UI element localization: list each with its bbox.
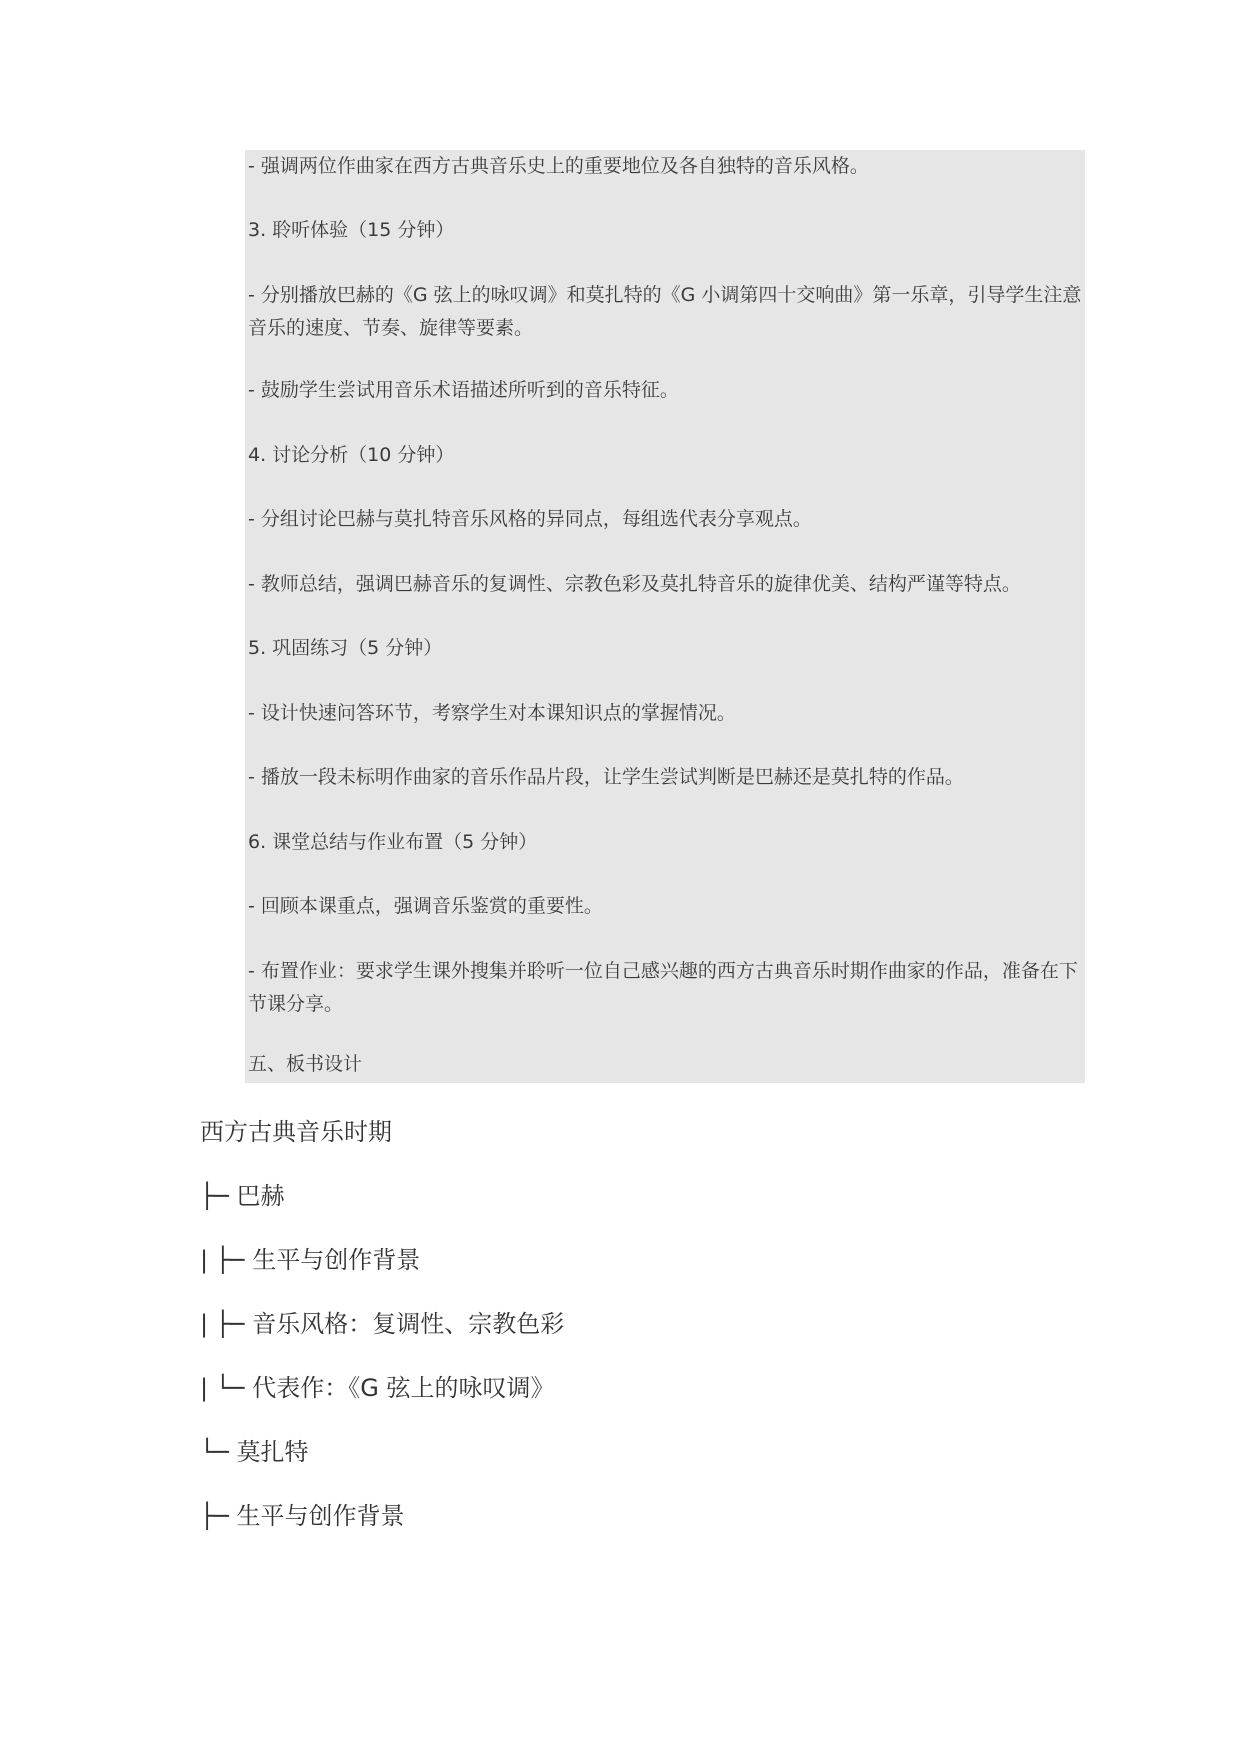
lesson-line: - 布置作业：要求学生课外搜集并聆听一位自己感兴趣的西方古典音乐时期作曲家的作品，准备在下节课分享。 [248,960,1078,1015]
board-tree-node: ├─ 巴赫 [200,1182,285,1210]
board-tree-node: ├─ 生平与创作背景 [200,1502,405,1530]
lesson-line: - 分组讨论巴赫与莫扎特音乐风格的异同点，每组选代表分享观点。 [248,508,812,530]
lesson-step-heading: 3. 聆听体验（15 分钟） [248,219,455,241]
lesson-step-heading: 4. 讨论分析（10 分钟） [248,444,455,466]
lesson-line: - 设计快速问答环节，考察学生对本课知识点的掌握情况。 [248,702,736,724]
lesson-line: - 教师总结，强调巴赫音乐的复调性、宗教色彩及莫扎特音乐的旋律优美、结构严谨等特点。 [248,573,1021,595]
board-tree-node: | ├─ 生平与创作背景 [200,1246,421,1274]
board-title: 西方古典音乐时期 [200,1118,392,1146]
lesson-line: - 回顾本课重点，强调音乐鉴赏的重要性。 [248,895,603,917]
board-tree-node: | └─ 代表作：《G 弦上的咏叹调》 [200,1374,555,1402]
lesson-step-heading: 5. 巩固练习（5 分钟） [248,637,443,659]
lesson-line: - 播放一段未标明作曲家的音乐作品片段，让学生尝试判断是巴赫还是莫扎特的作品。 [248,766,964,788]
lesson-line: - 分别播放巴赫的《G 弦上的咏叹调》和莫扎特的《G 小调第四十交响曲》第一乐章，引导学生注意音乐的速度、节奏、旋律等要素。 [248,284,1082,339]
lesson-line: - 强调两位作曲家在西方古典音乐史上的重要地位及各自独特的音乐风格。 [248,155,869,177]
lesson-step-heading: 6. 课堂总结与作业布置（5 分钟） [248,831,538,853]
board-tree-node: | ├─ 音乐风格：复调性、宗教色彩 [200,1310,565,1338]
section-heading: 五、板书设计 [248,1053,363,1075]
lesson-line: - 鼓励学生尝试用音乐术语描述所听到的音乐特征。 [248,379,679,401]
board-tree-node: └─ 莫扎特 [200,1438,309,1466]
